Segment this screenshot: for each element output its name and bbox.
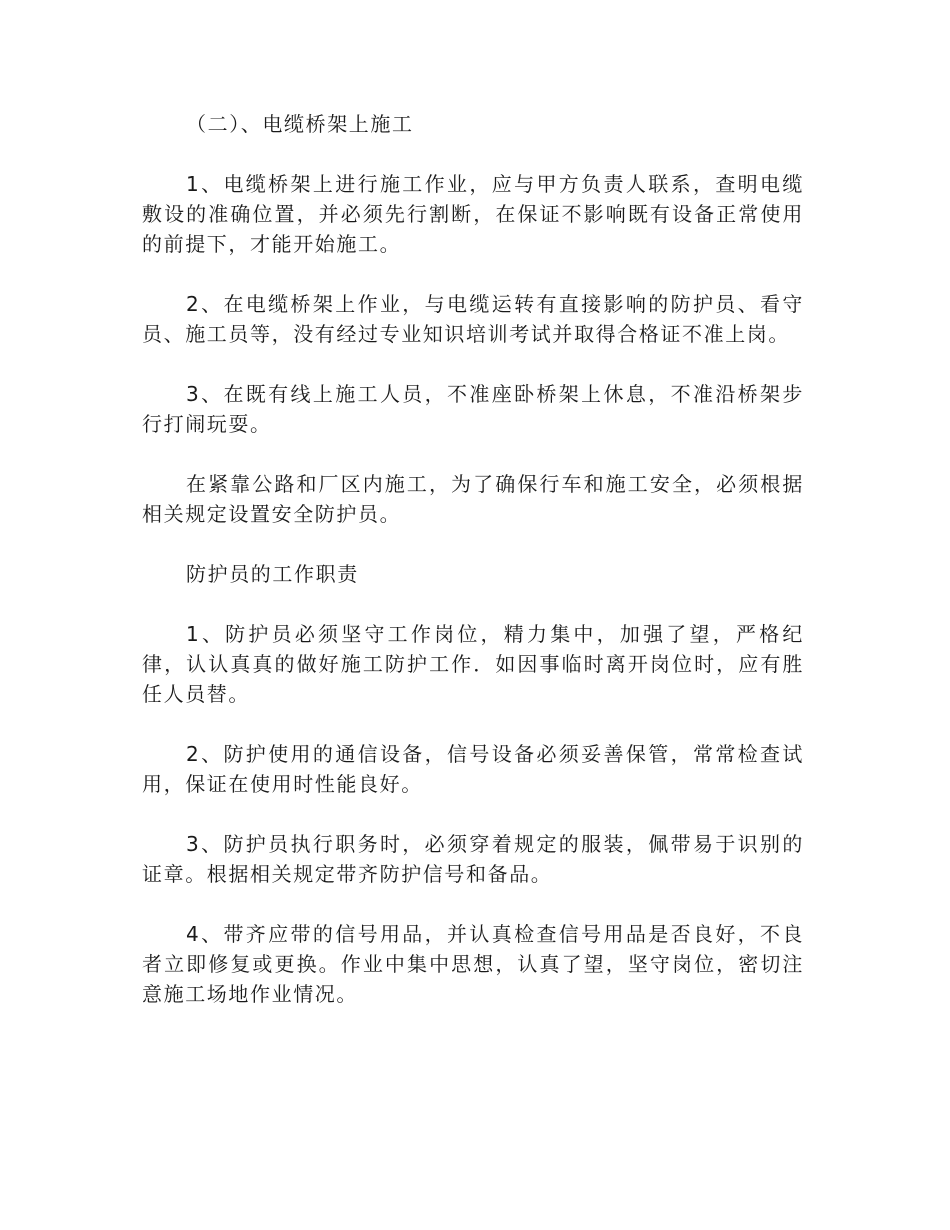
paragraph-safety-guard: 在紧靠公路和厂区内施工，为了确保行车和施工安全，必须根据相关规定设置安全防护员。 <box>142 472 804 526</box>
paragraph-duty-3: 3、防护员执行职务时，必须穿着规定的服装，佩带易于识别的证章。根据相关规定带齐防护信号和备品。 <box>142 832 804 886</box>
paragraph-duty-2: 2、防护使用的通信设备，信号设备必须妥善保管，常常检查试用，保证在使用时性能良好。 <box>142 742 804 796</box>
paragraph-duty-1: 1、防护员必须坚守工作岗位，精力集中，加强了望，严格纪律，认认真真的做好施工防护工作．如因事临时离开岗位时，应有胜任人员替。 <box>142 622 804 706</box>
paragraph-cable-rule-3: 3、在既有线上施工人员，不准座卧桥架上休息，不准沿桥架步行打闹玩耍。 <box>142 382 804 436</box>
subheading-guard-duties: 防护员的工作职责 <box>186 562 359 586</box>
paragraph-duty-4: 4、带齐应带的信号用品，并认真检查信号用品是否良好，不良者立即修复或更换。作业中集中思想，认真了望，坚守岗位，密切注意施工场地作业情况。 <box>142 922 804 1006</box>
paragraph-cable-rule-2: 2、在电缆桥架上作业，与电缆运转有直接影响的防护员、看守员、施工员等，没有经过专业知识培训考试并取得合格证不准上岗。 <box>142 292 804 346</box>
section-heading: （二）、电缆桥架上施工 <box>186 112 414 136</box>
paragraph-cable-rule-1: 1、电缆桥架上进行施工作业，应与甲方负责人联系，查明电缆敷设的准确位置，并必须先行割断，在保证不影响既有设备正常使用的前提下，才能开始施工。 <box>142 172 804 256</box>
document-body <box>142 109 804 1039</box>
